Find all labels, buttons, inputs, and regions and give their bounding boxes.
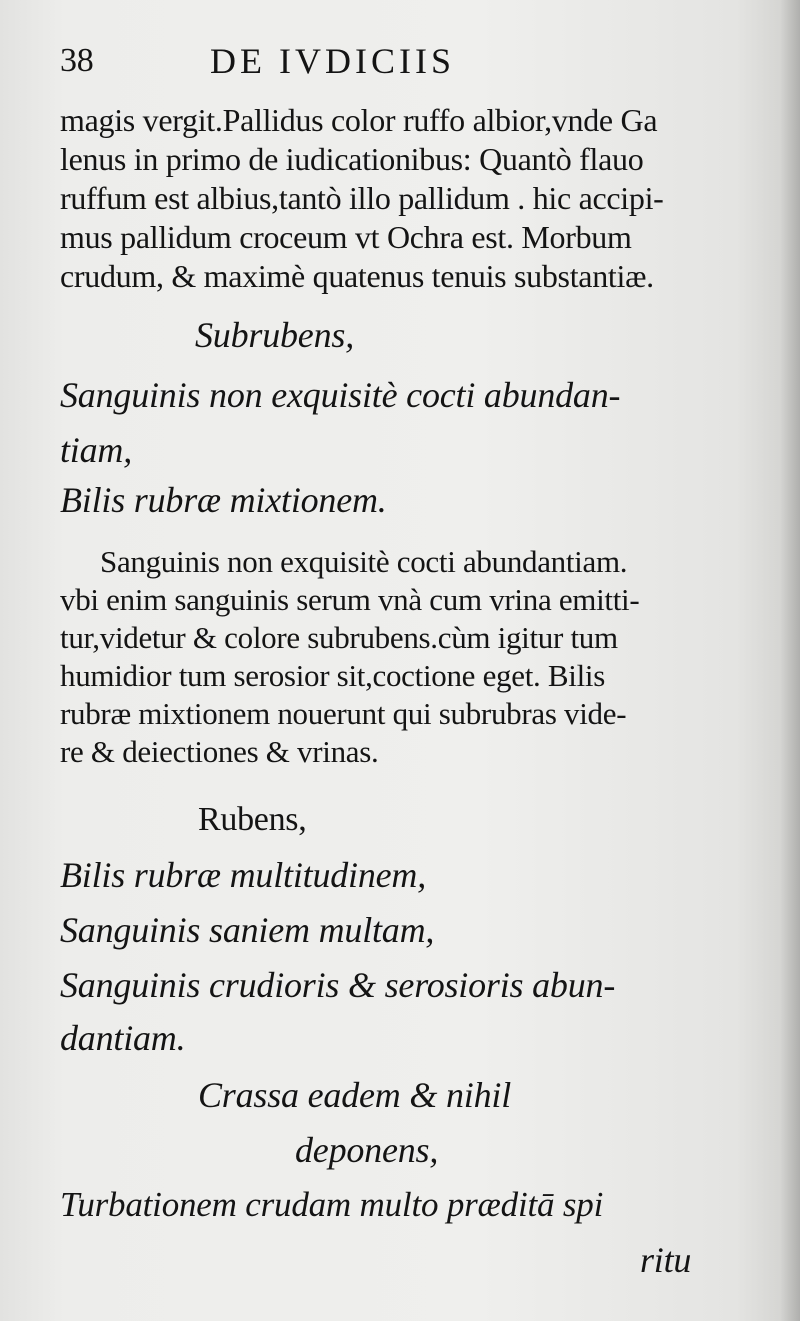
page-edge-shadow	[780, 0, 800, 1321]
text-line: rubræ mixtionem nouerunt qui subrubras vide-	[60, 696, 627, 731]
text-line: crudum, & maximè quatenus tenuis substantiæ.	[60, 258, 654, 294]
text-line: re & deiectiones & vrinas.	[60, 734, 379, 769]
page-number: 38	[60, 42, 94, 79]
indication-line: ritu	[640, 1240, 692, 1280]
indication-line: Bilis rubræ multitudinem,	[60, 855, 427, 895]
text-line: mus pallidum croceum vt Ochra est. Morbum	[60, 219, 632, 255]
text-line: magis vergit.Pallidus color ruffo albior,vnde Ga	[60, 102, 658, 138]
text-line: humidior tum serosior sit,coctione eget. Bilis	[60, 658, 605, 693]
text-line: ruffum est albius,tantò illo pallidum . hic accipi-	[60, 180, 664, 216]
indication-line: Sanguinis crudioris & serosioris abun-	[60, 965, 616, 1005]
section-heading: Crassa eadem & nihil	[198, 1075, 512, 1115]
text-line: lenus in primo de iudicationibus: Quantò flauo	[60, 141, 644, 177]
text-line: Sanguinis non exquisitè cocti abundantiam.	[100, 544, 628, 579]
section-heading: Subrubens,	[195, 315, 354, 355]
indication-line: dantiam.	[60, 1018, 186, 1058]
running-title: DE IVDICIIS	[210, 41, 455, 81]
section-heading: deponens,	[295, 1130, 439, 1170]
indication-line: Sanguinis non exquisitè cocti abundan-	[60, 375, 621, 415]
indication-line: tiam,	[60, 430, 133, 470]
text-line: vbi enim sanguinis serum vnà cum vrina emitti-	[60, 582, 640, 617]
indication-line: Sanguinis saniem multam,	[60, 910, 435, 950]
text-line: tur,videtur & colore subrubens.cùm igitur tum	[60, 620, 618, 655]
indication-line: Bilis rubræ mixtionem.	[60, 480, 387, 520]
section-heading: Rubens,	[198, 801, 307, 838]
indication-line: Turbationem crudam multo præditā spi	[60, 1185, 604, 1224]
